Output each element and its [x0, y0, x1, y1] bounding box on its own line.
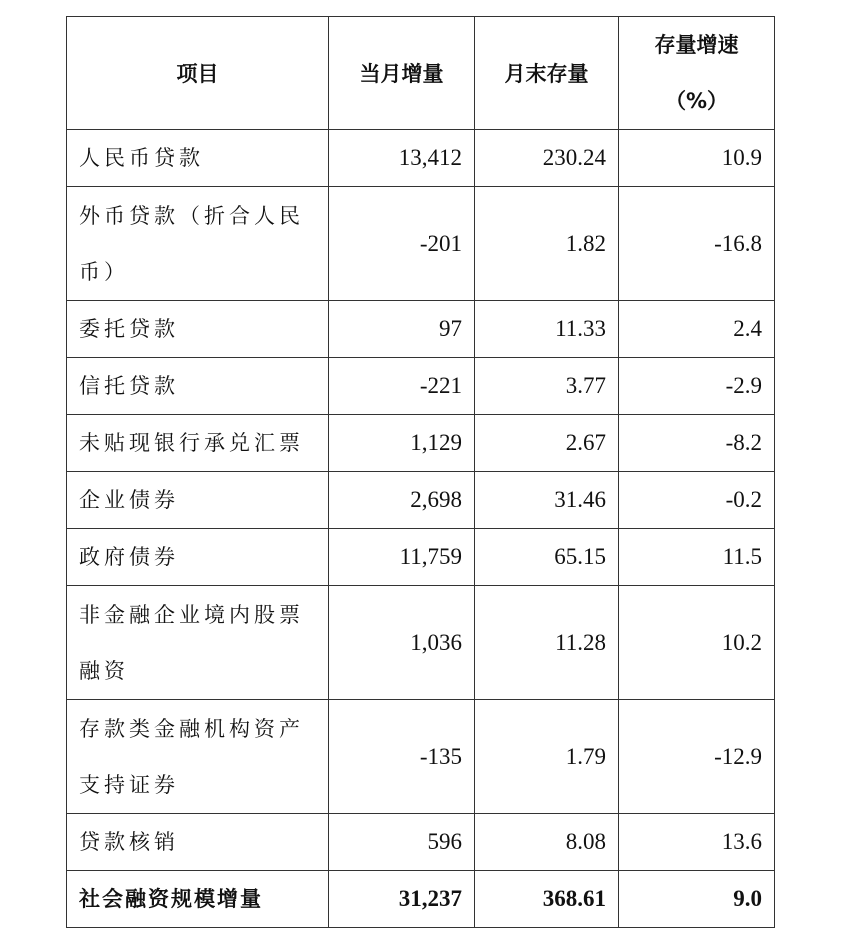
row-name: 人民币贷款: [67, 130, 329, 187]
table-row: [67, 529, 775, 586]
header-month-end-stock: 月末存量: [475, 17, 619, 130]
row-growth: 10.9: [619, 130, 775, 187]
total-increase: 31,237: [329, 871, 475, 928]
table-row: [67, 130, 775, 187]
row-stock: 2.67: [475, 415, 619, 472]
total-stock: 368.61: [475, 871, 619, 928]
table-row: [67, 700, 775, 814]
row-growth: -0.2: [619, 472, 775, 529]
row-increase: 11,759: [329, 529, 475, 586]
row-stock: 11.33: [475, 301, 619, 358]
row-growth: 10.2: [619, 586, 775, 700]
row-growth: 11.5: [619, 529, 775, 586]
row-stock: 11.28: [475, 586, 619, 700]
header-growth-title: 存量增速: [654, 33, 739, 57]
row-stock: 65.15: [475, 529, 619, 586]
row-name: 信托贷款: [67, 358, 329, 415]
row-increase: 13,412: [329, 130, 475, 187]
total-name: 社会融资规模增量: [67, 871, 329, 928]
row-increase: 1,036: [329, 586, 475, 700]
row-name: 外币贷款（折合人民币）: [67, 187, 329, 301]
row-increase: 1,129: [329, 415, 475, 472]
row-increase: 596: [329, 814, 475, 871]
row-name: 企业债券: [67, 472, 329, 529]
total-growth: 9.0: [619, 871, 775, 928]
table-header-row: [67, 17, 775, 130]
row-stock: 1.79: [475, 700, 619, 814]
row-increase: -201: [329, 187, 475, 301]
table-row: [67, 415, 775, 472]
row-name: 未贴现银行承兑汇票: [67, 415, 329, 472]
row-name: 贷款核销: [67, 814, 329, 871]
row-growth: -2.9: [619, 358, 775, 415]
row-growth: 2.4: [619, 301, 775, 358]
table-row: [67, 814, 775, 871]
row-stock: 3.77: [475, 358, 619, 415]
table-row: [67, 301, 775, 358]
row-increase: -135: [329, 700, 475, 814]
row-name: 非金融企业境内股票融资: [67, 586, 329, 700]
table-total-row: [67, 871, 775, 928]
row-growth: -12.9: [619, 700, 775, 814]
table-row: [67, 358, 775, 415]
row-stock: 31.46: [475, 472, 619, 529]
row-stock: 8.08: [475, 814, 619, 871]
row-name: 存款类金融机构资产支持证券: [67, 700, 329, 814]
financing-table: [66, 16, 775, 928]
row-increase: 2,698: [329, 472, 475, 529]
table-row: [67, 586, 775, 700]
row-growth: -16.8: [619, 187, 775, 301]
row-name: 委托贷款: [67, 301, 329, 358]
header-item: 项目: [67, 17, 329, 130]
row-growth: 13.6: [619, 814, 775, 871]
header-monthly-increase: 当月增量: [329, 17, 475, 130]
row-stock: 230.24: [475, 130, 619, 187]
row-growth: -8.2: [619, 415, 775, 472]
table-row: [67, 187, 775, 301]
row-increase: -221: [329, 358, 475, 415]
row-increase: 97: [329, 301, 475, 358]
header-growth-unit: （%）: [664, 89, 729, 113]
header-growth: [619, 17, 775, 130]
row-name: 政府债券: [67, 529, 329, 586]
row-stock: 1.82: [475, 187, 619, 301]
table-row: [67, 472, 775, 529]
